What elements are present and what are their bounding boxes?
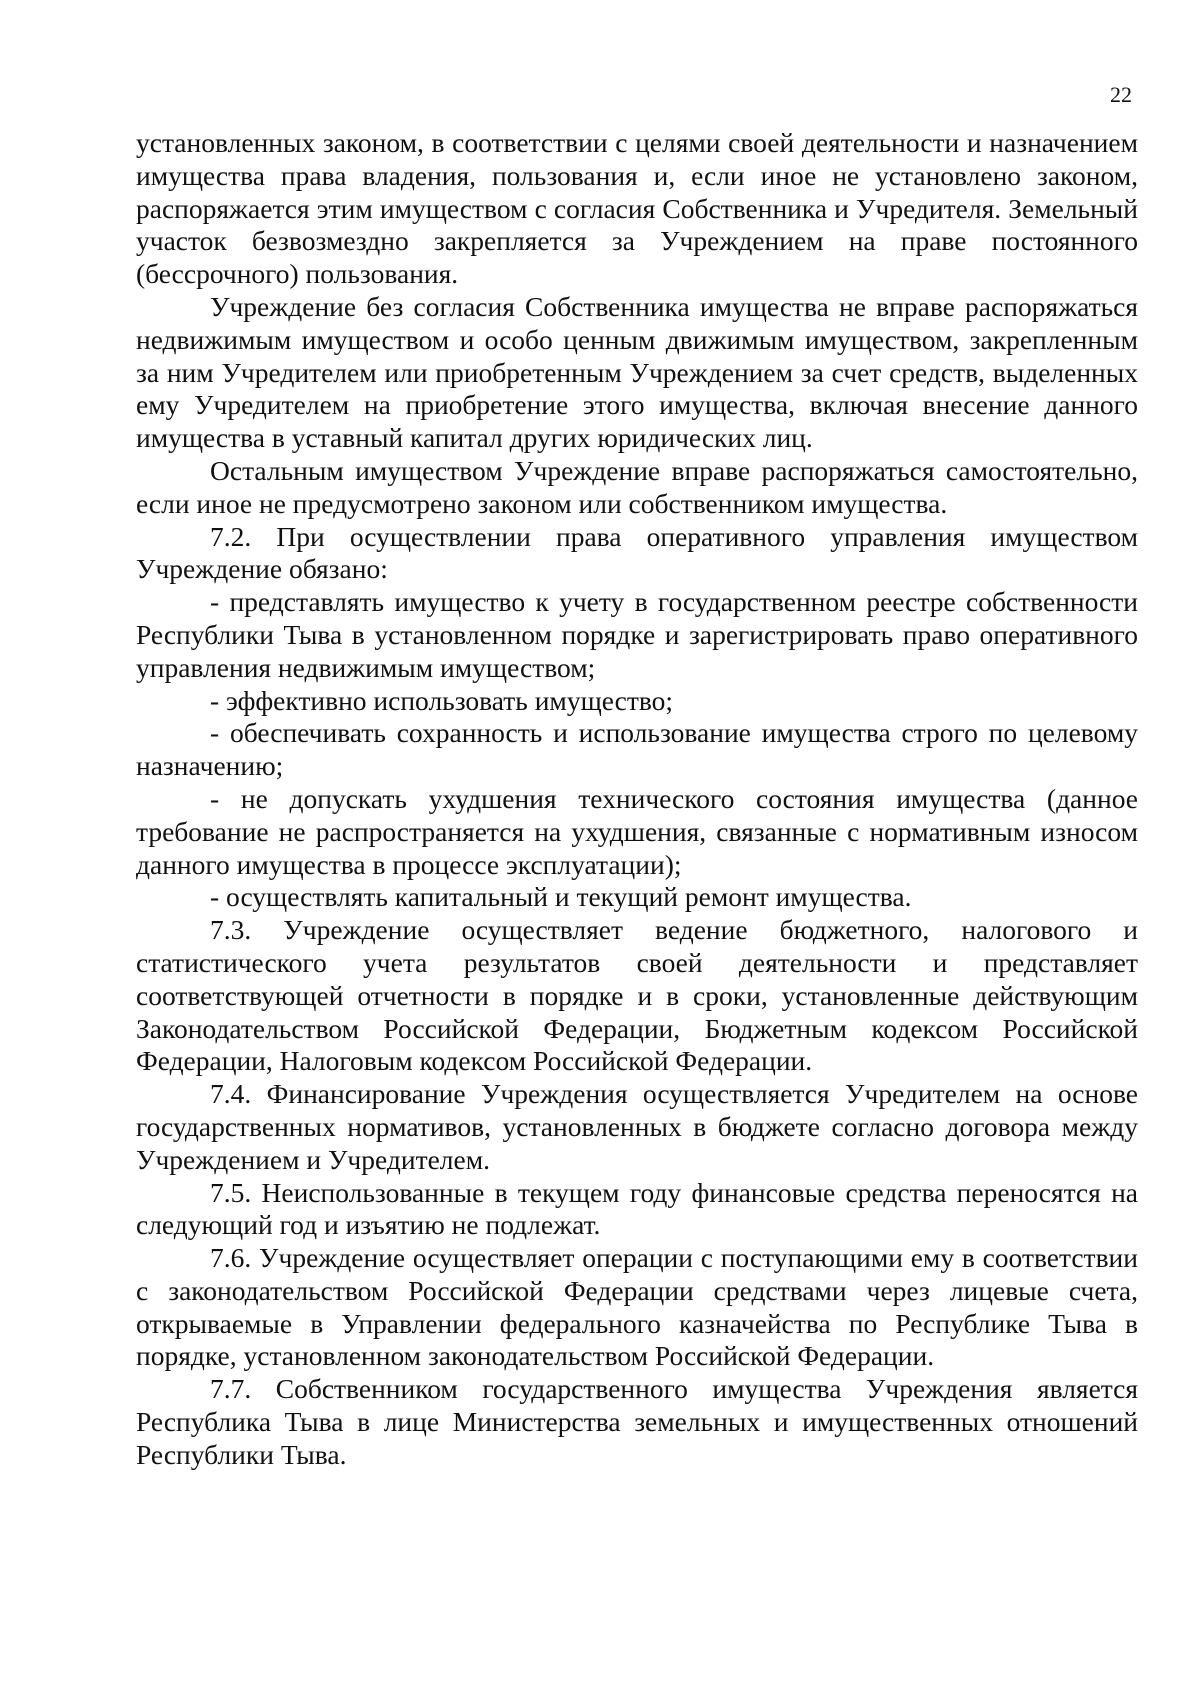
paragraph-7-2: 7.2. При осуществлении права оперативного управления имуществом Учреждение обязано: <box>136 520 1138 585</box>
paragraph-7-6: 7.6. Учреждение осуществляет операции с поступающими ему в соответствии с законодательством Российской Федерации средствами через лицевые счета, открываемые в Управлении федерального казначейства по Республике Тыва в порядке, установленном законодательством Российской Федерации. <box>136 1242 1138 1372</box>
list-item-efficient-use: - эффективно использовать имущество; <box>210 684 674 716</box>
page-number: 22 <box>1110 82 1132 107</box>
paragraph-continuation: установленных законом, в соответствии с целями своей деятельности и назначением имущества права владения, пользования и, если иное не установлено законом, распоряжается этим имуществом с согласия Собственника и Учредителя. Земельный участок безвозмездно закрепляется за Учреждением на праве постоянного (бессрочного) пользования. <box>136 127 1138 290</box>
list-item-repair: - осуществлять капитальный и текущий ремонт имущества. <box>210 881 912 913</box>
list-item-no-deterioration: - не допускать ухудшения технического состояния имущества (данное требование не распространяется на ухудшения, связанные с нормативным износом данного имущества в процессе эксплуатации); <box>136 782 1138 880</box>
list-item-register: - представлять имущество к учету в государственном реестре собственности Республики Тыва в установленном порядке и зарегистрировать право оперативного управления недвижимым имуществом; <box>136 586 1138 683</box>
paragraph-7-7: 7.7. Собственником государственного имущества Учреждения является Республика Тыва в лице Министерства земельных и имущественных отношений Республики Тыва. <box>136 1373 1138 1470</box>
paragraph-no-consent: Учреждение без согласия Собственника имущества не вправе распоряжаться недвижимым имуществом и особо ценным движимым имуществом, закрепленным за ним Учредителем или приобретенным Учреждением за счет средств, выделенных ему Учредителем на приобретение этого имущества, включая внесение данного имущества в уставный капитал других юридических лиц. <box>136 290 1138 454</box>
paragraph-7-3: 7.3. Учреждение осуществляет ведение бюджетного, налогового и статистического учета результатов своей деятельности и представляет соответствующей отчетности в порядке и в сроки, установленные действующим Законодательством Российской Федерации, Бюджетным кодексом Российской Федерации, Налоговым кодексом Российской Федерации. <box>136 914 1138 1077</box>
paragraph-7-5: 7.5. Неиспользованные в текущем году финансовые средства переносятся на следующий год и изъятию не подлежат. <box>136 1176 1138 1241</box>
paragraph-other-property: Остальным имуществом Учреждение вправе распоряжаться самостоятельно, если иное не предусмотрено законом или собственником имущества. <box>136 454 1138 519</box>
paragraph-7-4: 7.4. Финансирование Учреждения осуществляется Учредителем на основе государственных нормативов, установленных в бюджете согласно договора между Учреждением и Учредителем. <box>136 1078 1138 1175</box>
list-item-safety: - обеспечивать сохранность и использование имущества строго по целевому назначению; <box>136 717 1138 782</box>
document-body <box>136 127 1138 1472</box>
